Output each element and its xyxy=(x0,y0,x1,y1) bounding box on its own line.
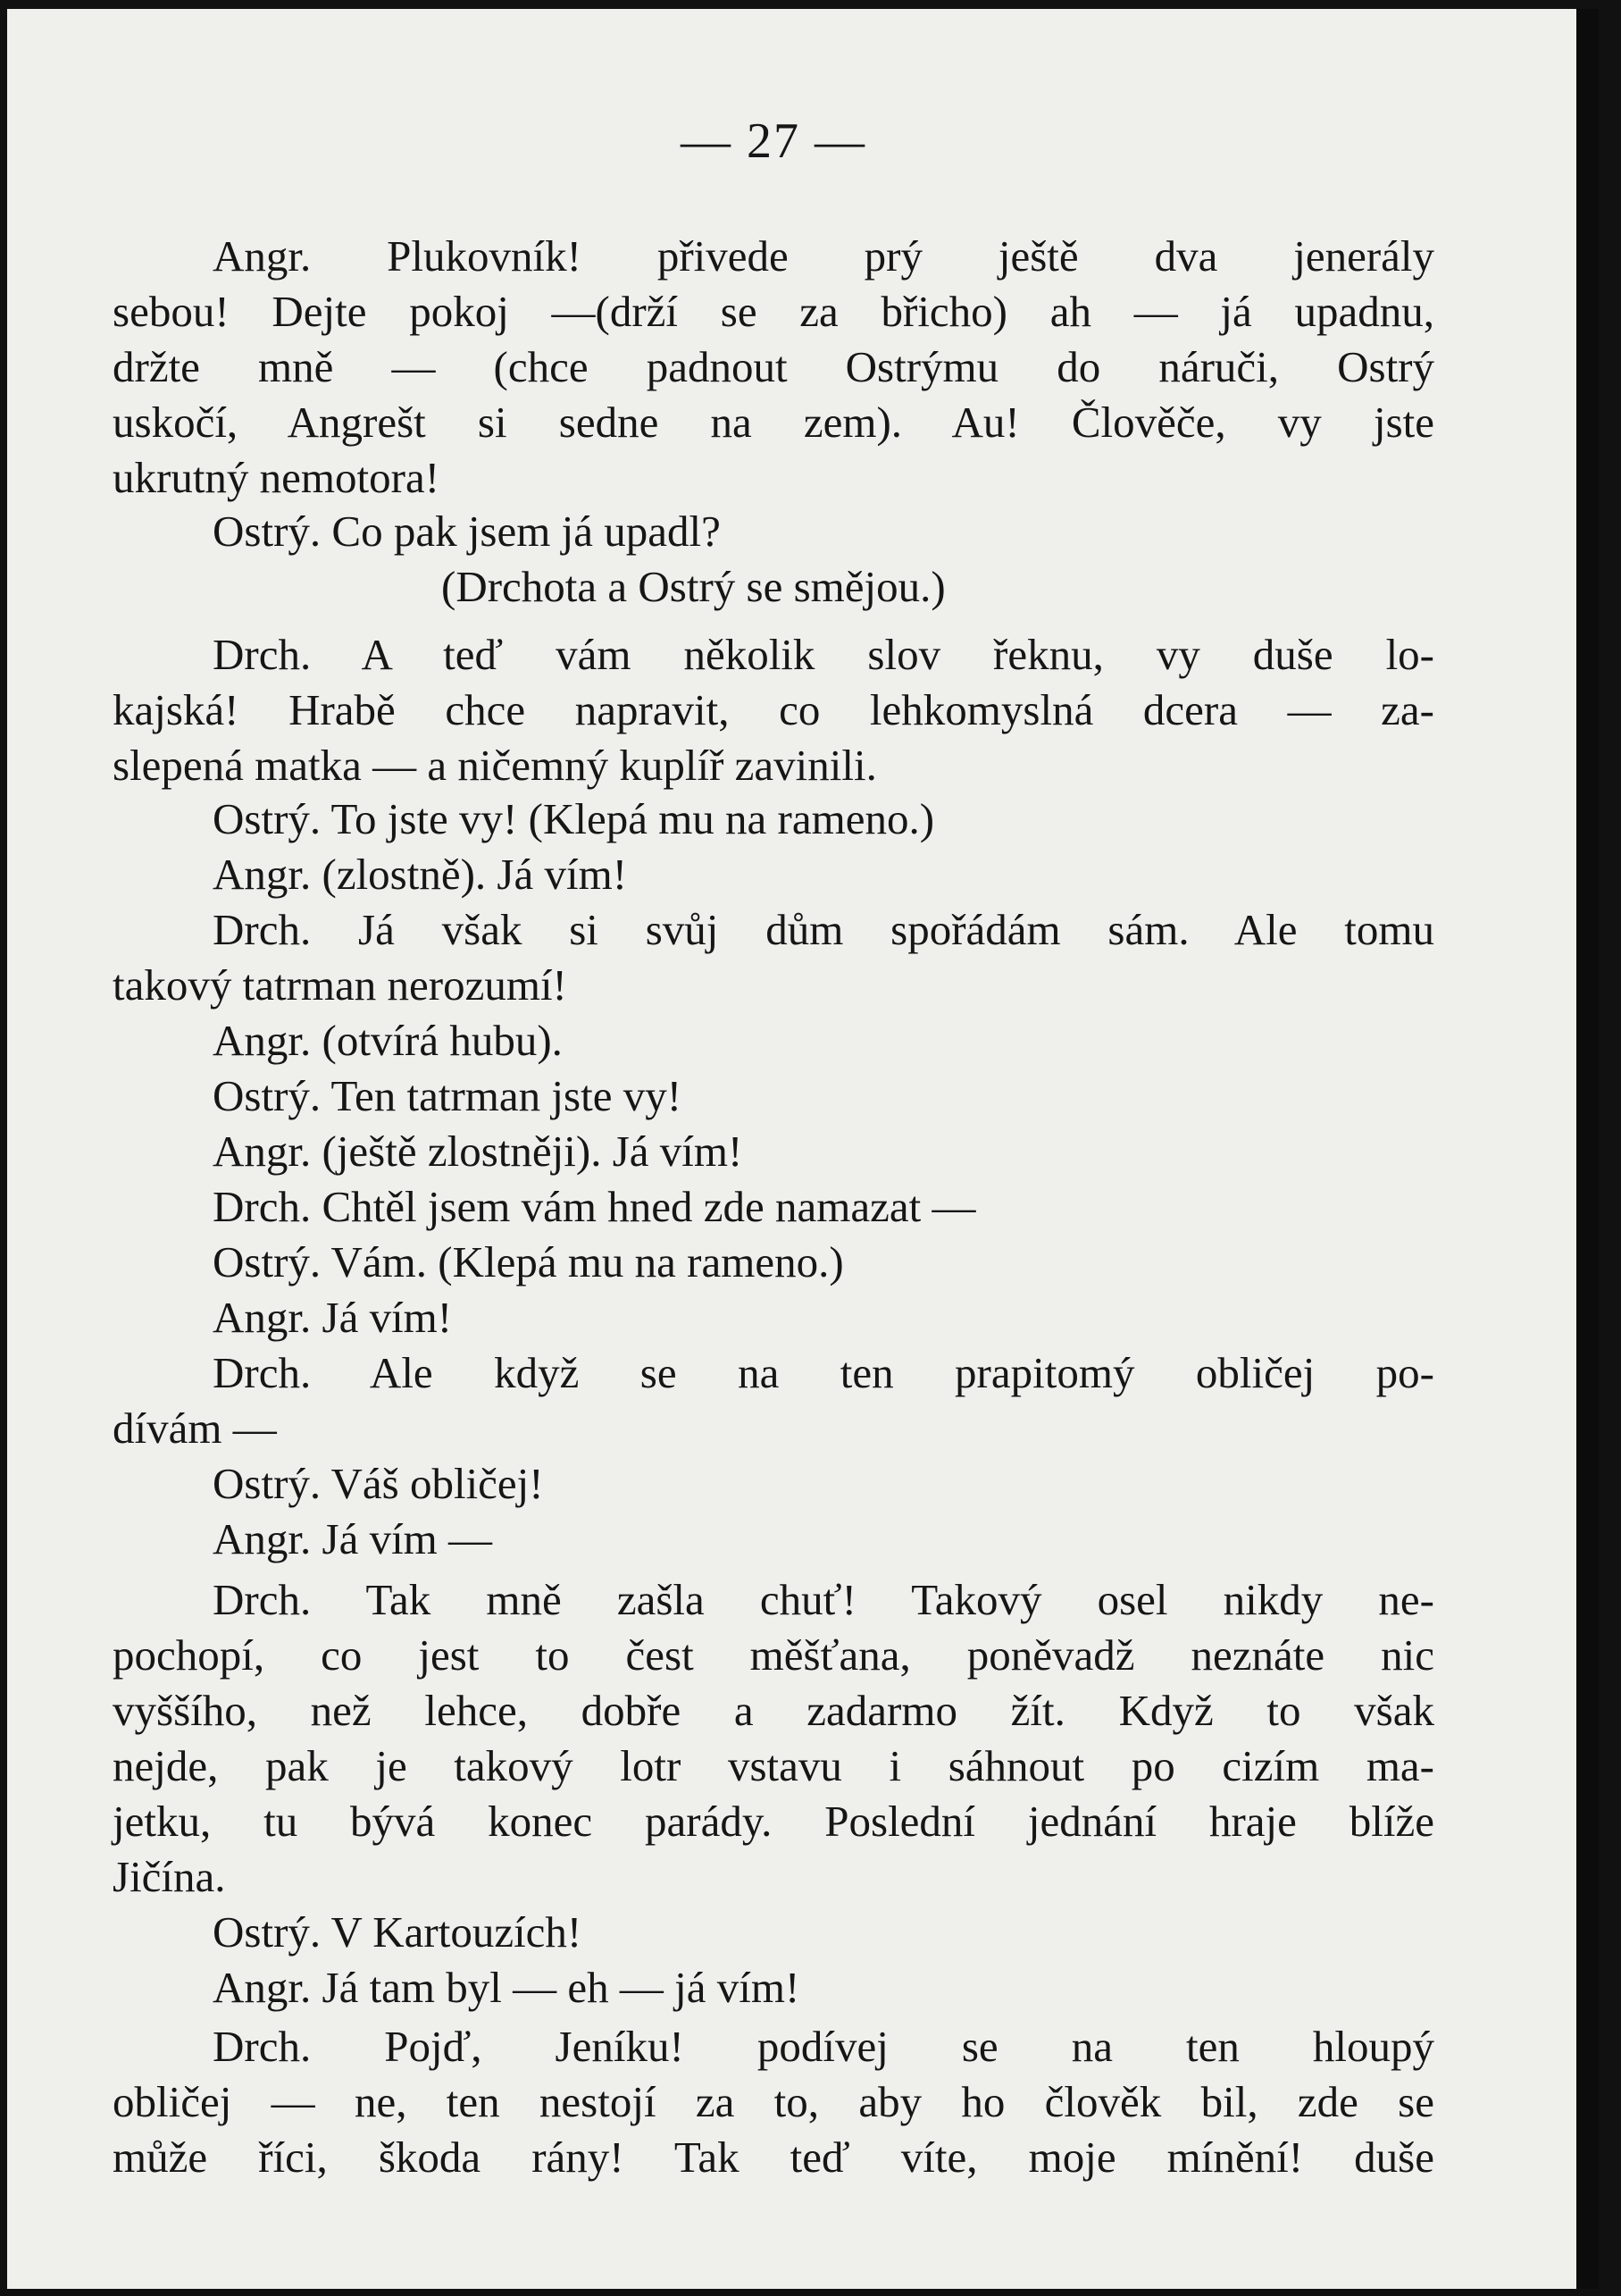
text-line: obličej — ne, ten nestojí za to, aby ho člověk bil, zde se xyxy=(113,2077,1434,2126)
text-line: uskočí, Angrešt si sedne na zem). Au! Člověče, vy jste xyxy=(113,398,1434,447)
text-line: Angr. Plukovník! přivede prý ještě dva jenerály xyxy=(213,231,1434,281)
text-line: Jičína. xyxy=(113,1852,226,1901)
text-line: Drch. A teď vám několik slov řeknu, vy duše lo- xyxy=(213,630,1434,679)
text-line: Angr. (ještě zlostněji). Já vím! xyxy=(213,1127,743,1176)
text-line: Ostrý. V Kartouzích! xyxy=(213,1907,582,1957)
text-line: slepená matka — a ničemný kuplíř zavinili. xyxy=(113,741,877,790)
text-line: Drch. Pojď, Jeníku! podívej se na ten hloupý xyxy=(213,2022,1434,2071)
text-line: kajská! Hrabě chce napravit, co lehkomyslná dcera — za- xyxy=(113,685,1434,734)
text-line: takový tatrman nerozumí! xyxy=(113,960,567,1010)
text-line: Angr. Já vím! xyxy=(213,1293,453,1342)
book-page xyxy=(7,9,1599,2289)
page-number: — 27 — xyxy=(681,113,866,169)
text-line: Drch. Já však si svůj dům spořádám sám. Ale tomu xyxy=(213,905,1434,954)
text-line: Ostrý. Ten tatrman jste vy! xyxy=(213,1071,682,1120)
text-line: Drch. Chtěl jsem vám hned zde namazat — xyxy=(213,1182,976,1231)
text-line: sebou! Dejte pokoj —(drží se za břicho) ah — já upadnu, xyxy=(113,287,1434,336)
text-line: Ostrý. Co pak jsem já upadl? xyxy=(213,507,721,556)
text-line: Ostrý. Váš obličej! xyxy=(213,1459,544,1508)
text-line: Ostrý. Vám. (Klepá mu na rameno.) xyxy=(213,1237,844,1286)
text-line: nejde, pak je takový lotr vstavu i sáhnout po cizím ma- xyxy=(113,1741,1434,1790)
text-line: jetku, tu bývá konec parády. Poslední jednání hraje blíže xyxy=(113,1797,1434,1846)
text-line: vyššího, než lehce, dobře a zadarmo žít. Když to však xyxy=(113,1686,1434,1735)
text-line: Angr. (otvírá hubu). xyxy=(213,1016,563,1065)
text-line: pochopí, co jest to čest měšťana, poněvadž neznáte nic xyxy=(113,1630,1434,1680)
page-edge-shadow xyxy=(1576,9,1599,2289)
text-line: Angr. (zlostně). Já vím! xyxy=(213,850,628,899)
text-line: Drch. Ale když se na ten prapitomý obličej po- xyxy=(213,1348,1434,1397)
text-line: může říci, škoda rány! Tak teď víte, moje mínění! duše xyxy=(113,2133,1434,2182)
text-line: Angr. Já vím — xyxy=(213,1514,493,1563)
text-line: Drch. Tak mně zašla chuť! Takový osel nikdy ne- xyxy=(213,1575,1434,1624)
text-line: držte mně — (chce padnout Ostrýmu do náruči, Ostrý xyxy=(113,342,1434,391)
text-line: ukrutný nemotora! xyxy=(113,453,440,502)
text-line: dívám — xyxy=(113,1404,277,1453)
text-line: Angr. Já tam byl — eh — já vím! xyxy=(213,1963,800,2012)
stage-direction: (Drchota a Ostrý se smějou.) xyxy=(441,562,946,611)
text-line: Ostrý. To jste vy! (Klepá mu na rameno.) xyxy=(213,794,935,843)
